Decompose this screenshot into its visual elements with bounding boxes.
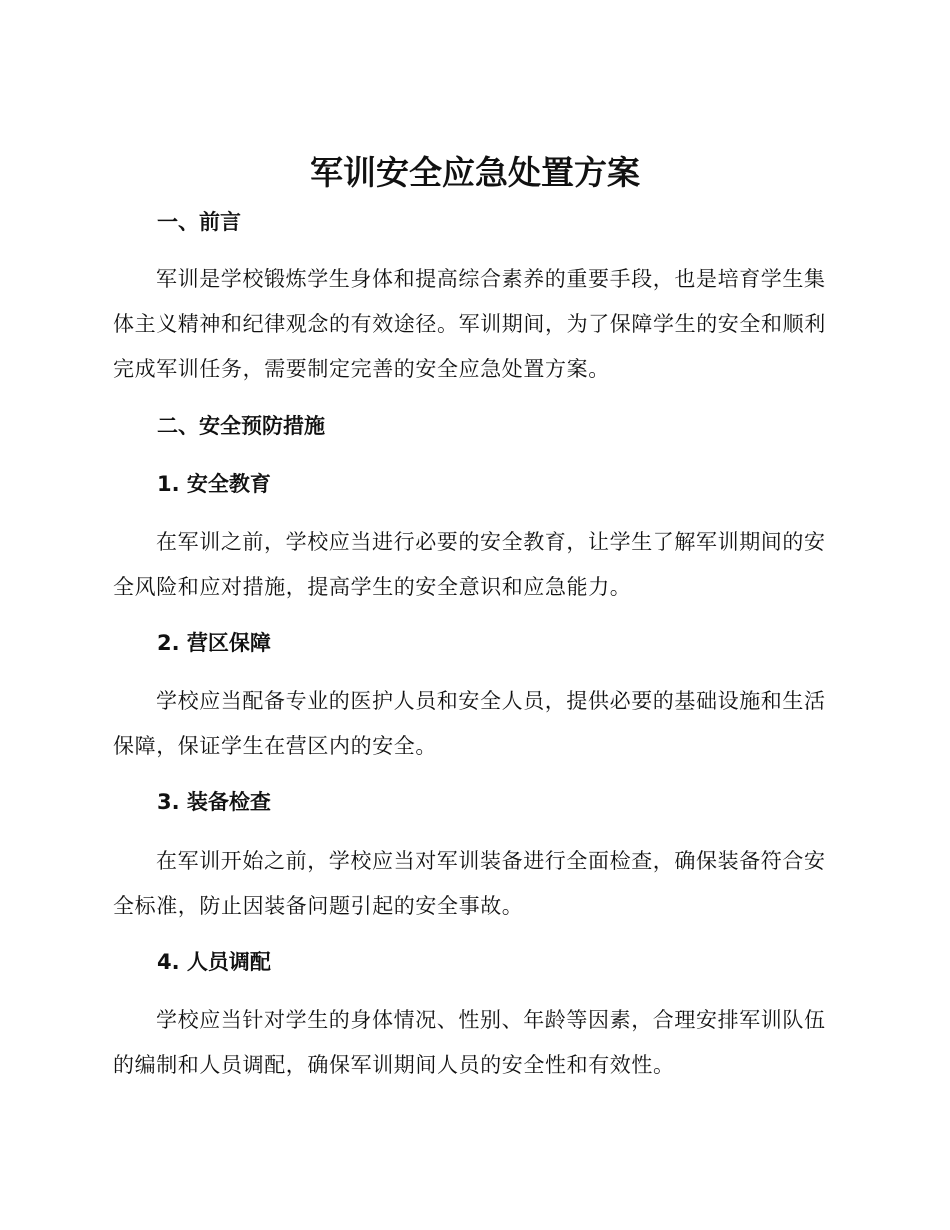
document-title: 军训安全应急处置方案 bbox=[310, 153, 640, 192]
section-heading-preface: 一、前言 bbox=[157, 210, 241, 234]
section-heading-safety-measures: 二、安全预防措施 bbox=[157, 414, 325, 438]
subsection-heading-safety-education: 1. 安全教育 bbox=[157, 472, 271, 496]
subsection-heading-camp-support: 2. 营区保障 bbox=[157, 631, 271, 655]
paragraph-camp-support: 学校应当配备专业的医护人员和安全人员，提供必要的基础设施和生活保障，保证学生在营区内的安全。 bbox=[113, 689, 826, 758]
subsection-heading-equipment-check: 3. 装备检查 bbox=[157, 790, 271, 814]
paragraph-safety-education: 在军训之前，学校应当进行必要的安全教育，让学生了解军训期间的安全风险和应对措施，提高学生的安全意识和应急能力。 bbox=[113, 530, 826, 599]
paragraph-personnel-allocation: 学校应当针对学生的身体情况、性别、年龄等因素，合理安排军训队伍的编制和人员调配，确保军训期间人员的安全性和有效性。 bbox=[113, 1008, 826, 1077]
subsection-heading-personnel-allocation: 4. 人员调配 bbox=[157, 950, 271, 974]
paragraph-preface: 军训是学校锻炼学生身体和提高综合素养的重要手段，也是培育学生集体主义精神和纪律观念的有效途径。军训期间，为了保障学生的安全和顺利完成军训任务，需要制定完善的安全应急处置方案。 bbox=[113, 267, 826, 381]
paragraph-equipment-check: 在军训开始之前，学校应当对军训装备进行全面检查，确保装备符合安全标准，防止因装备问题引起的安全事故。 bbox=[113, 849, 826, 918]
